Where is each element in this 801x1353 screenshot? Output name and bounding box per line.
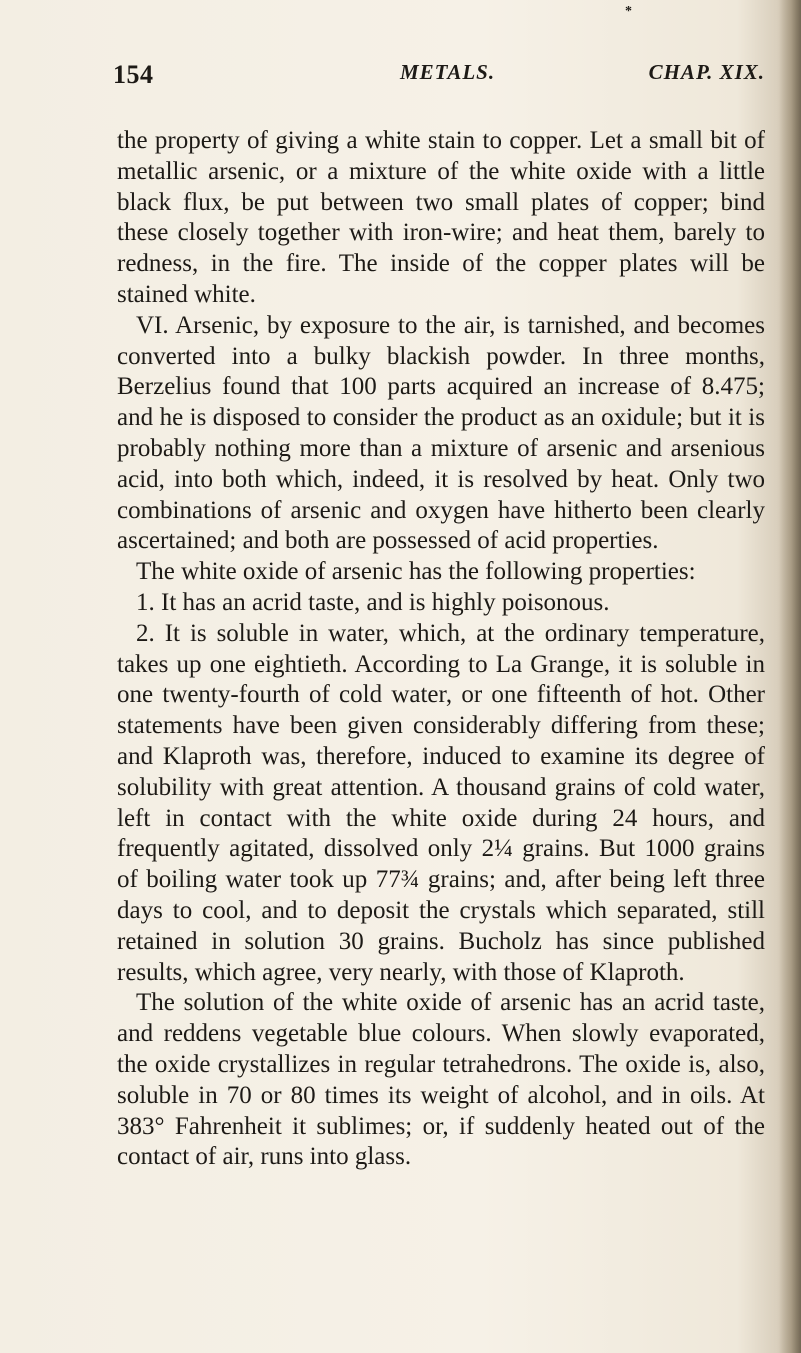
paragraph: 1. It has an acrid taste, and is highly poisonous. [136,588,610,616]
page-gutter-shadow [779,0,801,1353]
paragraph: VI. Arsenic, by exposure to the air, is tarnished, and becomes converted into a bulky blackish powder. In three months, Berzelius found that 100 parts acquired an increase of 8.475; and he is disposed to consider the product as an oxidule; but it is probably nothing more than a mixture of arsenic and arsenious acid, into both which, indeed, it is resolved by heat. Only two combinations of arsenic and oxygen have hitherto been clearly ascertained; and both are possessed of acid properties. [117,311,765,555]
running-title: METALS. [400,60,496,84]
page-number: 154 [113,60,154,89]
page-header [113,4,765,96]
paragraph: the property of giving a white stain to copper. Let a small bit of metallic arsenic, or a mixture of the white oxide with a little black flux, be put between two small plates of copper; bind these closely together with iron-wire; and heat them, barely to redness, in the fire. The inside of the copper plates will be stained white. [117,127,765,308]
printer-mark: * [625,4,633,19]
body-text [117,126,765,1173]
paragraph: 2. It is soluble in water, which, at the ordinary temperature, takes up one eightieth. According to La Grange, it is soluble in one twenty-fourth of cold water, or one fifteenth of hot. Other statements have been given considerably differing from these; and Klaproth was, therefore, induced to examine its degree of solubility with great attention. A thousand grains of cold water, left in contact with the white oxide during 24 hours, and frequently agitated, dissolved only 2¼ grains. But 1000 grains of boiling water took up 77¾ grains; and, after being left three days to cool, and to deposit the crystals which separated, still retained in solution 30 grains. Bucholz has since published results, which agree, very nearly, with those of Klaproth. [117,619,765,986]
paragraph: The solution of the white oxide of arsenic has an acrid taste, and reddens vegetable blue colours. When slowly evaporated, the oxide crystallizes in regular tetrahedrons. The oxide is, also, soluble in 70 or 80 times its weight of alcohol, and in oils. At 383° Fahrenheit it sublimes; or, if suddenly heated out of the contact of air, runs into glass. [117,989,765,1171]
chapter-label: CHAP. XIX. [648,60,765,84]
paragraph: The white oxide of arsenic has the following properties: [136,558,696,586]
